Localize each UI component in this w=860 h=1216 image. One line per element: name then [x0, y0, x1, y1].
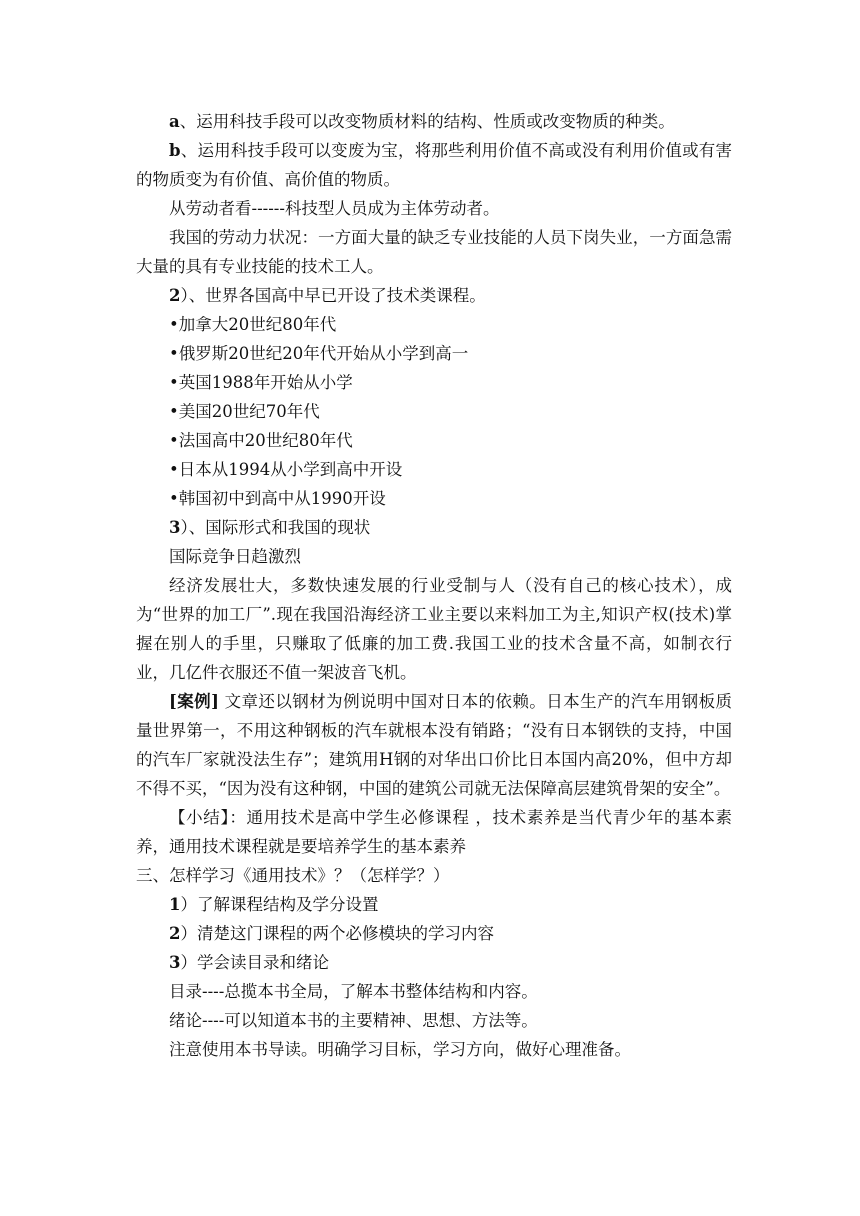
paragraph [136, 1006, 732, 1035]
paragraph-text: 经济发展壮大，多数快速发展的行业受制与人（没有自己的核心技术），成为“世界的加工厂”.现在我国沿海经济工业主要以来料加工为主,知识产权(技术)掌握在别人的手里，只赚取了低廉的加工费.我国工业的技术含量不高，如制衣行业，几亿件衣服还不值一架波音飞机。 [136, 576, 732, 682]
paragraph-text: ）学会读目录和绪论 [180, 953, 329, 972]
section-heading [136, 861, 732, 890]
paragraph-lead: b [169, 141, 181, 160]
paragraph [136, 948, 732, 977]
paragraph-text: ）了解课程结构及学分设置 [180, 895, 379, 914]
paragraph [136, 687, 732, 803]
paragraph-text: 三、怎样学习《通用技术》？（怎样学？） [136, 866, 450, 885]
paragraph-lead: a [169, 112, 180, 131]
paragraph [136, 136, 732, 194]
paragraph-text: 、运用科技手段可以变废为宝，将那些利用价值不高或没有利用价值或有害的物质变为有价值、高价值的物质。 [136, 141, 732, 189]
paragraph-text: 【小结】：通用技术是高中学生必修课程 ，技术素养是当代青少年的基本素养，通用技术课程就是要培养学生的基本素养 [136, 808, 732, 856]
paragraph [136, 803, 732, 861]
paragraph-lead: 3 [169, 953, 181, 972]
paragraph-text: 国际竞争日趋激烈 [169, 547, 301, 566]
list-item [136, 368, 732, 397]
paragraph-text: •美国20世纪70年代 [169, 402, 320, 421]
paragraph [136, 977, 732, 1006]
paragraph [136, 281, 732, 310]
list-item [136, 426, 732, 455]
paragraph-text: ）清楚这门课程的两个必修模块的学习内容 [180, 924, 494, 943]
paragraph-lead: 3 [169, 518, 181, 537]
paragraph-text: 我国的劳动力状况：一方面大量的缺乏专业技能的人员下岗失业，一方面急需大量的具有专业技能的技术工人。 [136, 228, 732, 276]
paragraph-text: •法国高中20世纪80年代 [169, 431, 353, 450]
paragraph [136, 919, 732, 948]
paragraph-text: 、运用科技手段可以改变物质材料的结构、性质或改变物质的种类。 [179, 112, 675, 131]
list-item [136, 397, 732, 426]
paragraph-lead: 1 [169, 895, 181, 914]
paragraph [136, 194, 732, 223]
paragraph-lead: 2 [169, 924, 181, 943]
paragraph-text: •加拿大20世纪80年代 [169, 315, 337, 334]
document-body [136, 107, 732, 1064]
paragraph [136, 890, 732, 919]
paragraph [136, 223, 732, 281]
paragraph [136, 542, 732, 571]
paragraph-text: 文章还以钢材为例说明中国对日本的依赖。日本生产的汽车用钢板质量世界第一，不用这种钢板的汽车就根本没有销路；“没有日本钢铁的支持，中国的汽车厂家就没法生存”；建筑用H钢的对华出口价比日本国内高20%，但中方却不得不买，“因为没有这种钢，中国的建筑公司就无法保障高层建筑骨架的安全”。 [136, 692, 732, 798]
paragraph-text: 绪论----可以知道本书的主要精神、思想、方法等。 [169, 1011, 538, 1030]
paragraph-text: 目录----总揽本书全局，了解本书整体结构和内容。 [169, 982, 538, 1001]
paragraph-text: 从劳动者看------科技型人员成为主体劳动者。 [169, 199, 500, 218]
paragraph-text: •日本从1994从小学到高中开设 [169, 460, 403, 479]
paragraph-text: ）、世界各国高中早已开设了技术类课程。 [180, 286, 486, 305]
paragraph [136, 1035, 732, 1064]
paragraph-text: •俄罗斯20世纪20年代开始从小学到高一 [169, 344, 469, 363]
paragraph-text: ）、国际形式和我国的现状 [180, 518, 371, 537]
paragraph-lead: 2 [169, 286, 181, 305]
paragraph [136, 513, 732, 542]
paragraph-lead: [案例] [169, 692, 219, 711]
list-item [136, 310, 732, 339]
list-item [136, 339, 732, 368]
paragraph-text: 注意使用本书导读。明确学习目标，学习方向，做好心理准备。 [169, 1040, 631, 1059]
paragraph [136, 107, 732, 136]
paragraph-text: •英国1988年开始从小学 [169, 373, 353, 392]
paragraph [136, 571, 732, 687]
list-item [136, 484, 732, 513]
paragraph-text: •韩国初中到高中从1990开设 [169, 489, 386, 508]
list-item [136, 455, 732, 484]
